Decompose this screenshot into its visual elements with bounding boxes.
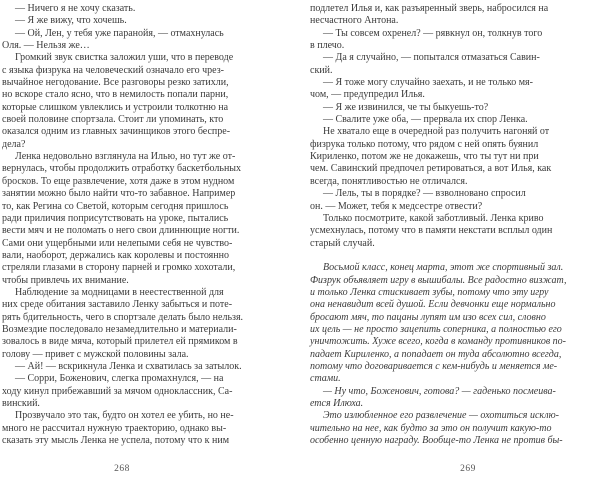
text-line: Ленка недовольно взглянула на Илью, но тут же от-: [15, 151, 236, 163]
text-line: усмехнулась, потому что в памяти некстати всплыл один: [310, 225, 553, 237]
text-line: Оля. — Нельзя же…: [2, 40, 90, 52]
text-line: Сами они ущербными или нелепыми себя не чувство-: [2, 237, 233, 249]
text-line: старый случай.: [310, 237, 375, 249]
text-line: и только Ленка стискивает зубы, потому что эту игру: [310, 286, 549, 298]
text-line: зовалось в виде мяча, который прилетел ей прямиком в: [2, 336, 238, 348]
text-line: несчастного Антона.: [310, 15, 399, 27]
text-line: подлетел Илья и, как разъяренный зверь, набросился на: [310, 3, 549, 14]
text-line: всегда, понятливостью не отличался.: [310, 175, 468, 187]
text-line: — Ты совсем охренел? — рявкнул он, толкнув того: [323, 27, 543, 39]
text-line: физрука только потому, что рядом с ней опять буянил: [310, 138, 539, 150]
text-line: ради приличия поприсутствовать на уроке, пытались: [2, 212, 229, 224]
text-line: — Ничего я не хочу сказать.: [15, 3, 136, 14]
text-line: — Я же извинился, че ты быкуешь-то?: [323, 101, 489, 113]
text-line: бросков. То еще развлечение, хотя даже в этом нудном: [2, 175, 235, 187]
text-line: — Лель, ты в порядке? — взволновано спросил: [323, 188, 526, 200]
text-line: винский.: [2, 398, 40, 409]
page-text-left: [2, 3, 274, 447]
text-line: — Я тоже могу случайно заехать, и не только мя-: [323, 77, 533, 89]
text-line: голову — привет с мужской половины зала.: [2, 348, 189, 360]
text-line: она ненавидит всей душой. Если девчонки еще нормально: [310, 299, 556, 311]
text-line: их цель — не просто зацепить соперника, а полностью его: [310, 323, 562, 335]
text-line: Громкий звук свистка заложил уши, что в переводе: [15, 52, 234, 64]
text-line: уничтожить. Хуже всего, когда в команду противников по-: [310, 336, 566, 348]
text-line: Прозвучало это так, будто он хотел ее убить, но не-: [15, 410, 234, 422]
text-line: своей половине спортзала. Стоит ли упоминать, кто: [2, 114, 224, 126]
text-line: то, как Регина со Светой, которым сегодня пришлось: [2, 200, 229, 212]
text-line: Кириленко, потом же не докажешь, что ты тут ни при: [310, 151, 539, 163]
text-line: Восьмой класс, конец марта, этот же спортивный зал.: [323, 262, 564, 274]
text-line: вести мяч и не поломать о него свои длиннющие ногти.: [2, 225, 240, 237]
text-line: Наблюдение за модницами в неестественной для: [15, 286, 224, 298]
text-line: — Сорри, Боженович, слегка промахнулся, — на: [15, 373, 224, 385]
text-line: — Ой, Лен, у тебя уже паранойя, — отмахнулась: [15, 27, 224, 39]
text-line: ходу кинул прибежавший за мячом одноклассник, Са-: [2, 385, 233, 397]
text-line: которые слишком увлеклись и устроили толкотню на: [2, 101, 229, 113]
text-line: стами.: [310, 373, 341, 385]
text-line: них среде обитания заставило Ленку забыться и поте-: [2, 299, 233, 311]
text-line: бросают мяч, то пацаны лупят им изо всех сил, словно: [310, 311, 546, 323]
text-line: — Свалите уже оба, — прервала их спор Ленка.: [323, 114, 528, 126]
text-line: ется Илюха.: [310, 398, 364, 409]
text-line: в плечо.: [310, 40, 345, 52]
text-line: чительно на нее, как будто за это он получит какую-то: [310, 422, 552, 434]
text-line: — Да я случайно, — попытался отмазаться Савин-: [323, 52, 540, 64]
text-line: — Я же вижу, что хочешь.: [15, 15, 127, 27]
text-line: оказался одним из главных зачинщиков этого беспре-: [2, 126, 231, 138]
text-line: особенно ценную награду. Вообще-то Ленка не против бы-: [310, 435, 563, 447]
blank-line: [310, 250, 597, 262]
text-line: чтобы привлечь их внимание.: [2, 274, 129, 286]
text-line: потому что договаривается с кем-нибудь и меняется ме-: [310, 360, 558, 372]
text-line: вали, наоборот, держались как королевы и постоянно: [2, 249, 229, 261]
text-line: с языка физрука на человеческий означало его чрез-: [2, 64, 225, 76]
text-line: чем. Савинский предпочел ретироваться, а вот Илья, как: [310, 163, 552, 175]
page-number-right: 269: [460, 464, 476, 474]
text-line: Не хватало еще в очередной раз получить нагоняй от: [323, 126, 550, 138]
text-line: дела?: [2, 138, 26, 150]
text-line: много не рассчитал нужную траекторию, однако вы-: [2, 422, 227, 434]
text-line: стреляли глазами в сторону парней и громко хохотали,: [2, 262, 236, 274]
text-line: — Ай! — вскрикнула Ленка и схватилась за затылок.: [15, 360, 242, 372]
page-number-left: 268: [114, 464, 130, 474]
text-line: рять бдительность, чего в спортзале делать было нельзя.: [2, 311, 244, 323]
text-line: он. — Может, тебя к медсестре отвести?: [310, 200, 483, 212]
text-line: но вскоре стало ясно, что в немилость попали парни,: [2, 89, 229, 101]
text-line: — Ну что, Боженович, готова? — гаденько посмеива-: [323, 385, 556, 397]
text-line: Это излюбленное его развлечение — охотиться исклю-: [323, 410, 560, 422]
text-line: занятии можно было найти что-то забавное. Например: [2, 188, 236, 200]
text-line: вернулась, чтобы продолжить отработку баскетбольных: [2, 163, 242, 175]
text-line: чом, — предупредил Илья.: [310, 89, 425, 101]
page-text-right: [310, 3, 597, 447]
text-line: падает Кириленко, а попадает он туда абсолютно всегда,: [310, 348, 562, 360]
text-line: вычайное негодование. Все разговоры резко затихли,: [2, 77, 229, 89]
text-line: Физрук объявляет игру в вышибалы. Все радостно визжат,: [310, 274, 567, 286]
text-line: ский.: [310, 64, 333, 76]
text-line: сказать эту мысль Ленка не успела, потому что к ним: [2, 435, 230, 447]
text-line: Возмездие последовало незамедлительно и материали-: [2, 323, 237, 335]
text-line: Только посмотрите, какой заботливый. Ленка криво: [323, 212, 544, 224]
